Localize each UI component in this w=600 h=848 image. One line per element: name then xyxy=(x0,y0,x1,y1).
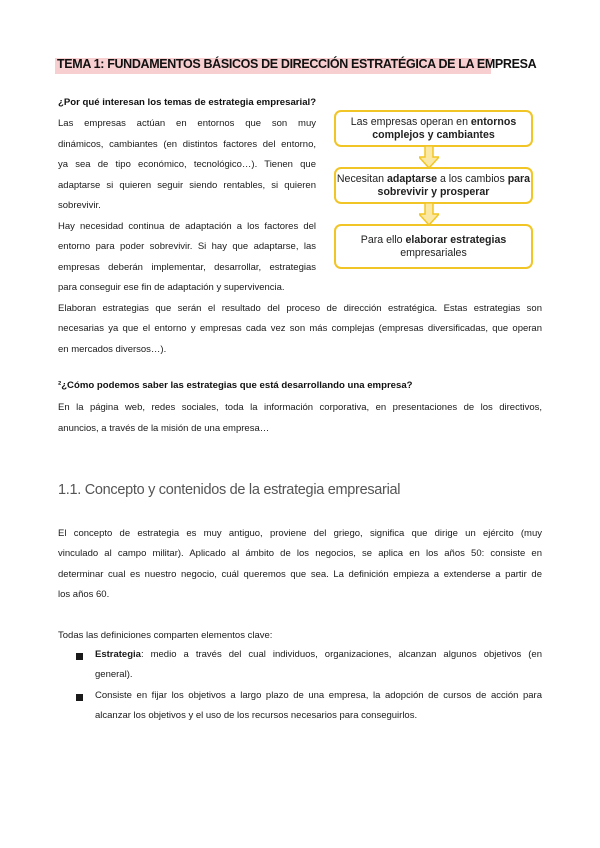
p4-line-2: anuncios, a través de la misión de una empresa… xyxy=(58,423,270,434)
diagram-box-adapt: Necesitan adaptarse a los cambios para sobrevivir y prosperar xyxy=(334,167,533,204)
p1-line-3: ya sea de tipo económico, tecnológico…). Tienen que xyxy=(58,159,316,170)
question-2: ²¿Cómo podemos saber las estrategias que está desarrollando una empresa? xyxy=(58,380,413,391)
p1-line-5: sobrevivir. xyxy=(58,200,101,211)
p5-line-2: vinculado al campo militar). Aplicado al ámbito de los negocios, se aplica en los años 50: consiste en xyxy=(58,548,542,559)
section-heading: 1.1. Concepto y contenidos de la estrategia empresarial xyxy=(58,482,401,498)
p2-line-3: empresas deberán implementar, desarrollar, estrategias xyxy=(58,262,316,273)
diagram-box-environment: Las empresas operan en entornos complejos y cambiantes xyxy=(334,110,533,147)
page-title: TEMA 1: FUNDAMENTOS BÁSICOS DE DIRECCIÓN ESTRATÉGICA DE LA EMPRESA xyxy=(57,57,537,71)
p3-line-3: en mercados diversos…). xyxy=(58,344,167,355)
p2-line-4: para conseguir ese fin de adaptación y supervivencia. xyxy=(58,282,285,293)
p1-line-2: dinámicos, cambiantes (en distintos factores del entorno, xyxy=(58,139,316,150)
p1-line-1: Las empresas actúan en entornos que son muy xyxy=(58,118,316,129)
question-1: ¿Por qué interesan los temas de estrategia empresarial? xyxy=(58,97,317,108)
p4-line-1: En la página web, redes sociales, toda la información corporativa, en presentaciones de los directivos, xyxy=(58,402,542,413)
arrow-down-icon xyxy=(419,203,439,225)
bullet-marker xyxy=(76,653,83,660)
p6: Todas las definiciones comparten elementos clave: xyxy=(58,630,273,641)
p5-line-4: los años 60. xyxy=(58,589,110,600)
bullet-1-line-2: general). xyxy=(95,669,133,680)
p2-line-1: Hay necesidad continua de adaptación a los factores del xyxy=(58,221,316,232)
arrow-down-icon xyxy=(419,146,439,168)
bullet-1-line-1: Estrategia: medio a través del cual individuos, organizaciones, alcanzan algunos objetivos (en xyxy=(95,649,542,660)
p3-line-2: necesarias ya que el entorno y empresas cada vez son más complejas (empresas diversificadas, que operan xyxy=(58,323,542,334)
p1-line-4: adaptarse si quieren seguir siendo rentables, si quieren xyxy=(58,180,316,191)
p2-line-2: entorno para poder sobrevivir. Si hay que adaptarse, las xyxy=(58,241,316,252)
diagram-box-strategies: Para ello elaborar estrategias empresariales xyxy=(334,224,533,269)
p3-line-1: Elaboran estrategias que serán el resultado del proceso de dirección estratégica. Estas estrategias son xyxy=(58,303,542,314)
bullet-marker xyxy=(76,694,83,701)
bullet-2-line-1: Consiste en fijar los objetivos a largo plazo de una empresa, la adopción de cursos de acción para xyxy=(95,690,542,701)
bullet-2-line-2: alcanzar los objetivos y el uso de los recursos necesarios para conseguirlos. xyxy=(95,710,418,721)
p5-line-3: determinar cual es nuestro negocio, cuál queremos que sea. La definición empieza a extenderse a partir de xyxy=(58,569,542,580)
p5-line-1: El concepto de estrategia es muy antiguo, proviene del griego, significa que dirige un ejército (muy xyxy=(58,528,542,539)
